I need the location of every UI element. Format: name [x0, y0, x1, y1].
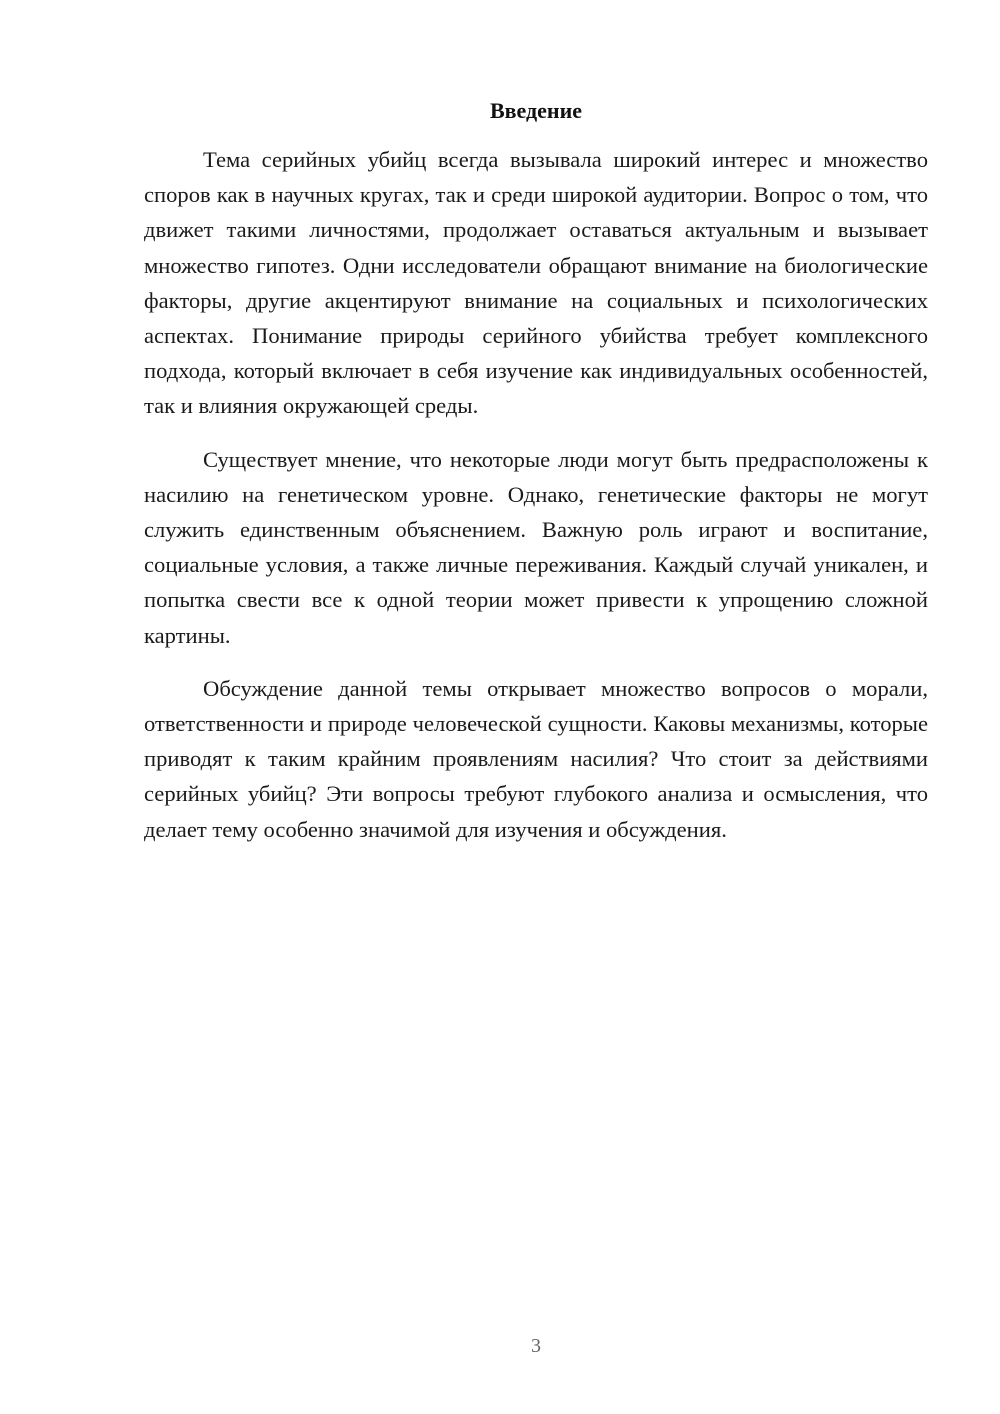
page-number: 3	[531, 1335, 541, 1357]
page-title: Введение	[489, 98, 583, 123]
paragraph-1: Тема серийных убийц всегда вызывала широкий интерес и множество споров как в научных кругах, так и среди широкой аудитории. Вопрос о том, что движет такими личностями, продолжает оставаться актуальным и вызывает множество гипотез. Одни исследователи обращают внимание на биологические факторы, другие акцентируют внимание на социальных и психологических аспектах. Понимание природы серийного убийства требует комплексного подхода, который включает в себя изучение как индивидуальных особенностей, так и влияния окружающей среды.	[144, 147, 928, 419]
body-text	[144, 142, 928, 865]
paragraph-2: Существует мнение, что некоторые люди могут быть предрасположены к насилию на генетическом уровне. Однако, генетические факторы не могут служить единственным объяснением. Важную роль играют и воспитание, социальные условия, а также личные переживания. Каждый случай уникален, и попытка свести все к одной теории может привести к упрощению сложной картины.	[144, 446, 928, 648]
paragraph-3: Обсуждение данной темы открывает множество вопросов о морали, ответственности и природе человеческой сущности. Каковы механизмы, которые приводят к таким крайним проявлениям насилия? Что стоит за действиями серийных убийц? Эти вопросы требуют глубокого анализа и осмысления, что делает тему особенно значимой для изучения и обсуждения.	[144, 675, 928, 842]
